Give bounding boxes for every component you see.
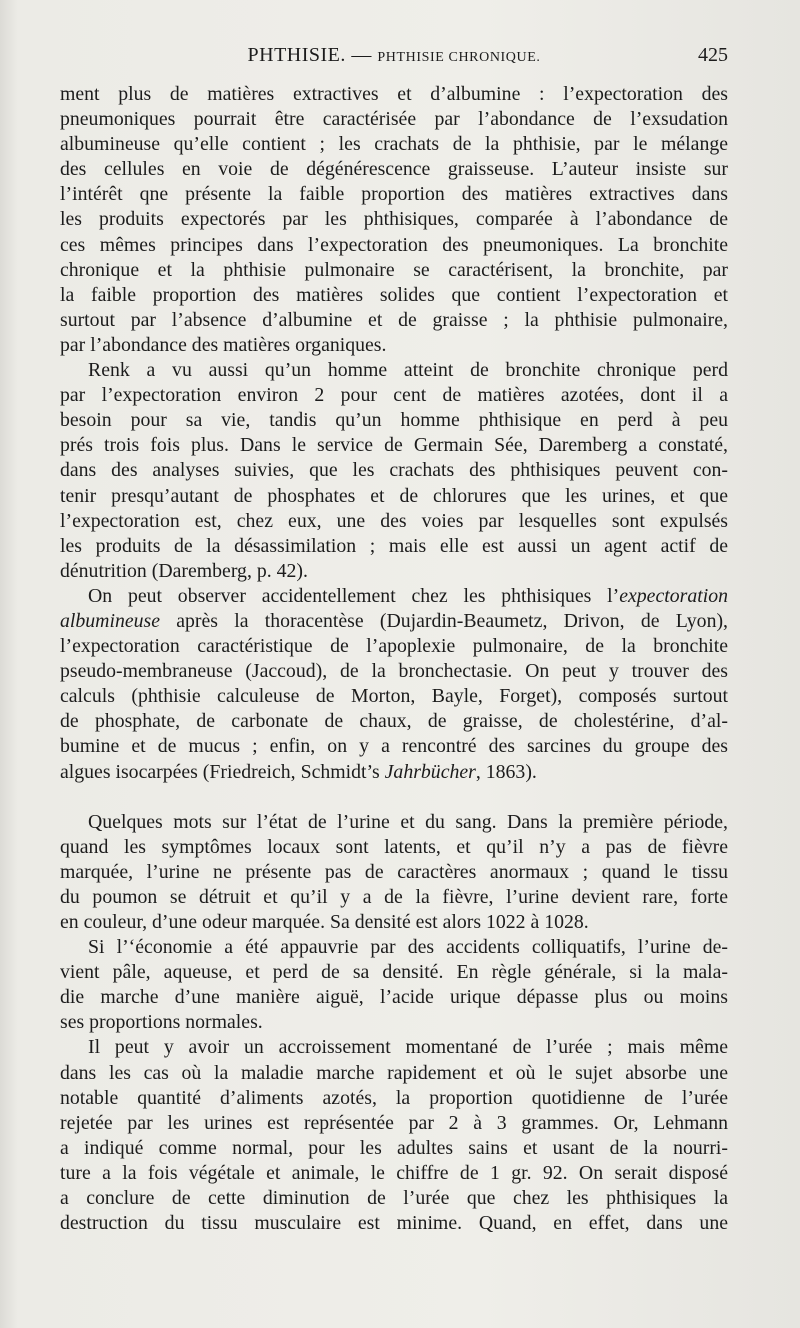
italic-run: albumineuse bbox=[60, 609, 160, 632]
paragraph bbox=[60, 584, 728, 785]
text-line: tenir presqu’autant de phosphates et de chlorures que les urines, et que bbox=[60, 484, 728, 507]
text-line: ses proportions normales. bbox=[60, 1011, 263, 1034]
text-run: On peut observer accidentellement chez les phthisiques l’ bbox=[88, 584, 620, 607]
body-text bbox=[60, 82, 728, 1236]
text-run: , 1863). bbox=[475, 760, 537, 783]
text-line: les produits de la désassimilation ; mais elle est aussi un agent actif de bbox=[60, 534, 728, 557]
text-line: l’expectoration est, chez eux, une des voies par lesquelles sont expulsés bbox=[60, 509, 728, 532]
text-line: calculs (phthisie calculeuse de Morton, Bayle, Forget), composés surtout bbox=[60, 685, 728, 708]
text-line: Renk a vu aussi qu’un homme atteint de bronchite chronique perd bbox=[88, 359, 728, 382]
text-line: chronique et la phthisie pulmonaire se caractérisent, la bronchite, par bbox=[60, 258, 728, 281]
paragraph bbox=[60, 810, 728, 935]
text-line: l’expectoration caractéristique de l’apoplexie pulmonaire, de la bronchite bbox=[60, 635, 728, 658]
text-run: après la thoracentèse (Dujardin-Beaumetz, Drivon, de Lyon), bbox=[160, 609, 728, 632]
italic-run: Jahrbücher bbox=[384, 760, 476, 783]
paragraph bbox=[60, 935, 728, 1035]
text-line: l’intérêt qne présente la faible proportion des matières extractives dans bbox=[60, 183, 728, 206]
text-line: besoin pour sa vie, tandis qu’un homme phthisique en perd à peu bbox=[60, 409, 728, 432]
text-line: notable quantité d’aliments azotés, la proportion quotidienne de l’urée bbox=[60, 1086, 728, 1109]
text-line: marquée, l’urine ne présente pas de caractères anormaux ; quand le tissu bbox=[60, 860, 728, 883]
text-line: des cellules en voie de dégénérescence graisseuse. L’auteur insiste sur bbox=[60, 158, 728, 181]
text-line bbox=[60, 609, 728, 634]
text-line: par l’expectoration environ 2 pour cent de matières azotées, dont il a bbox=[60, 384, 728, 407]
text-line: a indiqué comme normal, pour les adultes sains et usant de la nourri- bbox=[60, 1136, 728, 1159]
text-line: quand les symptômes locaux sont latents, et qu’il n’y a pas de fièvre bbox=[60, 835, 728, 858]
running-title-sub: PHTHISIE CHRONIQUE. bbox=[377, 50, 541, 65]
text-line: prés trois fois plus. Dans le service de Germain Sée, Daremberg a constaté, bbox=[60, 434, 728, 457]
text-line: par l’abondance des matières organiques. bbox=[60, 333, 387, 356]
running-title-separator: — bbox=[345, 44, 378, 66]
text-line bbox=[60, 760, 728, 785]
text-line: vient pâle, aqueuse, et perd de sa densité. En règle générale, si la mala- bbox=[60, 961, 728, 984]
text-line bbox=[60, 584, 728, 609]
text-line: en couleur, d’une odeur marquée. Sa densité est alors 1022 à 1028. bbox=[60, 911, 589, 933]
text-line: dans des analyses suivies, que les crachats des phthisiques peuvent con- bbox=[60, 459, 728, 482]
text-line: albumineuse qu’elle contient ; les crachats de la phthisie, par le mélange bbox=[60, 133, 728, 156]
text-line: du poumon se détruit et qu’il y a de la fièvre, l’urine devient rare, forte bbox=[60, 885, 728, 908]
text-line: a conclure de cette diminution de l’urée que chez les phthisiques la bbox=[60, 1187, 728, 1210]
text-line: Il peut y avoir un accroissement momentané de l’urée ; mais même bbox=[88, 1036, 728, 1059]
italic-run: expectoration bbox=[619, 584, 728, 607]
text-line: les produits expectorés par les phthisiques, comparée à l’abondance de bbox=[60, 208, 728, 231]
text-line: dénutrition (Daremberg, p. 42). bbox=[60, 559, 308, 582]
text-line: surtout par l’absence d’albumine et de graisse ; la phthisie pulmonaire, bbox=[60, 308, 728, 331]
text-line: ture a la fois végétale et animale, le chiffre de 1 gr. 92. On serait disposé bbox=[60, 1161, 728, 1184]
page-number: 425 bbox=[698, 44, 728, 66]
text-line: la faible proportion des matières solides que contient l’expectoration et bbox=[60, 283, 728, 306]
text-line: Si l’‘économie a été appauvrie par des accidents colliquatifs, l’urine de- bbox=[88, 936, 728, 959]
text-line: pseudo-membraneuse (Jaccoud), de la bronchectasie. On peut y trouver des bbox=[60, 660, 728, 683]
running-title bbox=[60, 44, 728, 67]
text-run: algues isocarpées (Friedreich, Schmidt’s bbox=[60, 760, 385, 783]
text-line: de phosphate, de carbonate de chaux, de graisse, de cholestérine, d’al- bbox=[60, 710, 728, 733]
text-line: ment plus de matières extractives et d’albumine : l’expectoration des bbox=[60, 83, 728, 105]
text-line: rejetée par les urines est représentée par 2 à 3 grammes. Or, Lehmann bbox=[60, 1111, 728, 1134]
text-line: die marche d’une manière aiguë, l’acide urique dépasse plus ou moins bbox=[60, 986, 728, 1009]
text-line: pneumoniques pourrait être caractérisée par l’abondance de l’exsudation bbox=[60, 108, 728, 131]
text-line: destruction du tissu musculaire est minime. Quand, en effet, dans une bbox=[60, 1212, 728, 1235]
paragraph bbox=[60, 82, 728, 358]
text-line: bumine et de mucus ; enfin, on y a rencontré des sarcines du groupe des bbox=[60, 735, 728, 758]
paragraph bbox=[60, 1035, 728, 1236]
text-line: ces mêmes principes dans l’expectoration des pneumoniques. La bronchite bbox=[60, 233, 728, 256]
paragraph bbox=[60, 358, 728, 584]
running-title-main: PHTHISIE. bbox=[247, 44, 346, 66]
running-header bbox=[60, 44, 728, 74]
text-line: Quelques mots sur l’état de l’urine et du sang. Dans la première période, bbox=[88, 810, 728, 833]
text-line: dans les cas où la maladie marche rapidement et où le sujet absorbe une bbox=[60, 1061, 728, 1084]
